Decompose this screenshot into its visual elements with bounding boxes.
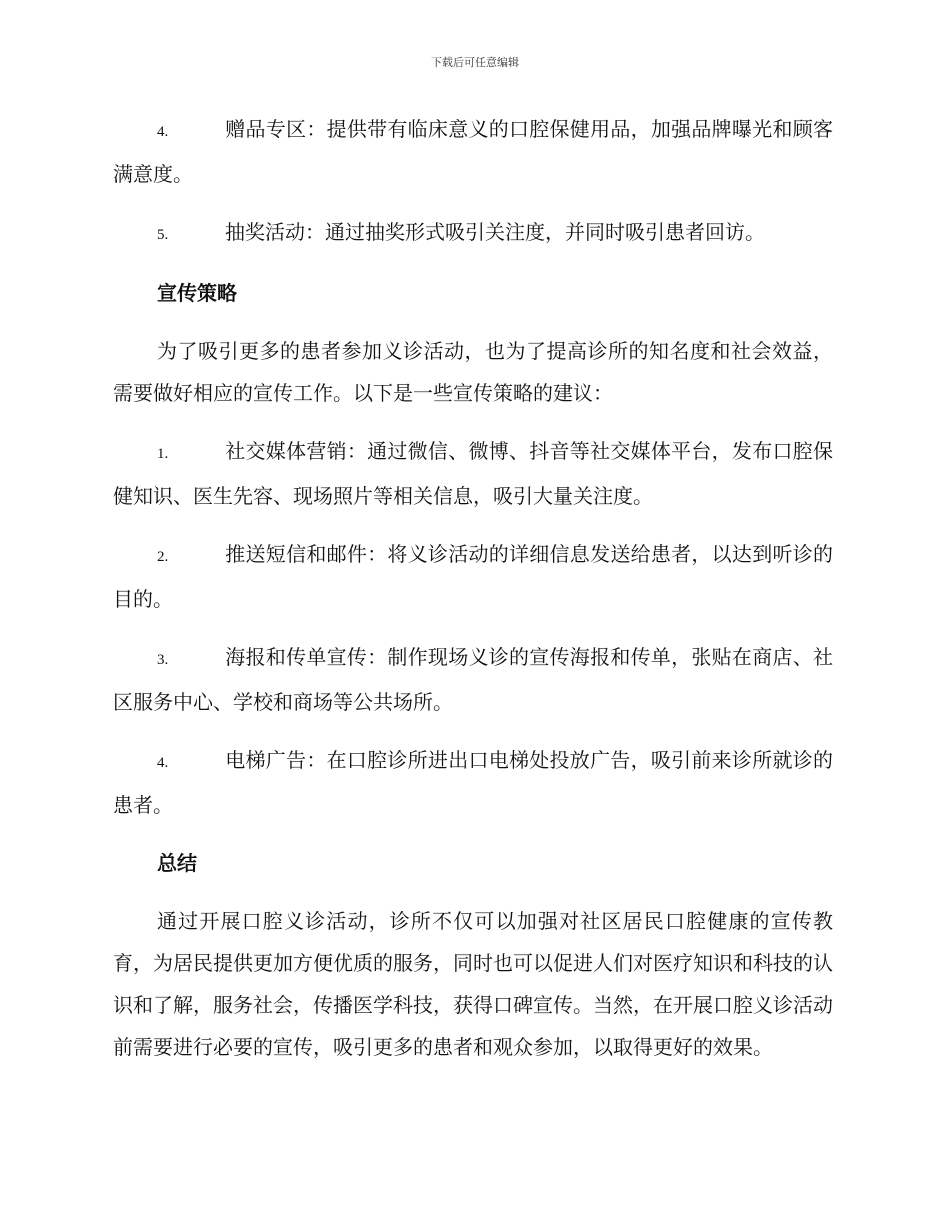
section-heading-promotion: 宣传策略 bbox=[157, 281, 237, 305]
list-item bbox=[113, 430, 833, 517]
list-item-number: 3. bbox=[157, 652, 169, 668]
list-item-number: 1. bbox=[157, 446, 169, 462]
list-item bbox=[113, 211, 833, 256]
list-item bbox=[113, 108, 833, 195]
list-item-number: 4. bbox=[157, 755, 169, 771]
summary-paragraph: 通过开展口腔义诊活动，诊所不仅可以加强对社区居民口腔健康的宣传教育，为居民提供更加方便优质的服务，同时也可以促进人们对医疗知识和科技的认识和了解，服务社会，传播医学科技，获得口碑宣传。当然，在开展口腔义诊活动前需要进行必要的宣传，吸引更多的患者和观众参加，以取得更好的效果。 bbox=[113, 909, 833, 1059]
promotion-intro-paragraph: 为了吸引更多的患者参加义诊活动，也为了提高诊所的知名度和社会效益，需要做好相应的宣传工作。以下是一些宣传策略的建议： bbox=[113, 339, 833, 405]
page-header: 下载后可任意编辑 bbox=[431, 56, 519, 69]
list-item-text: 海报和传单宣传：制作现场义诊的宣传海报和传单，张贴在商店、社区服务中心、学校和商场等公共场所。 bbox=[113, 645, 833, 714]
list-item-number: 4. bbox=[157, 124, 169, 140]
list-item-text: 赠品专区：提供带有临床意义的口腔保健用品，加强品牌曝光和顾客满意度。 bbox=[113, 117, 833, 186]
document-body bbox=[113, 108, 833, 1084]
list-item-text: 推送短信和邮件：将义诊活动的详细信息发送给患者，以达到听诊的目的。 bbox=[113, 542, 833, 611]
list-item-number: 2. bbox=[157, 549, 169, 565]
list-item-text: 电梯广告：在口腔诊所进出口电梯处投放广告，吸引前来诊所就诊的患者。 bbox=[113, 748, 833, 817]
section-heading-summary: 总结 bbox=[157, 851, 197, 875]
list-item-number: 5. bbox=[157, 227, 169, 243]
list-item-text: 抽奖活动：通过抽奖形式吸引关注度，并同时吸引患者回访。 bbox=[225, 220, 765, 244]
list-item bbox=[113, 739, 833, 826]
list-item-text: 社交媒体营销：通过微信、微博、抖音等社交媒体平台，发布口腔保健知识、医生先容、现场照片等相关信息，吸引大量关注度。 bbox=[113, 439, 833, 508]
list-item bbox=[113, 533, 833, 620]
list-item bbox=[113, 636, 833, 723]
